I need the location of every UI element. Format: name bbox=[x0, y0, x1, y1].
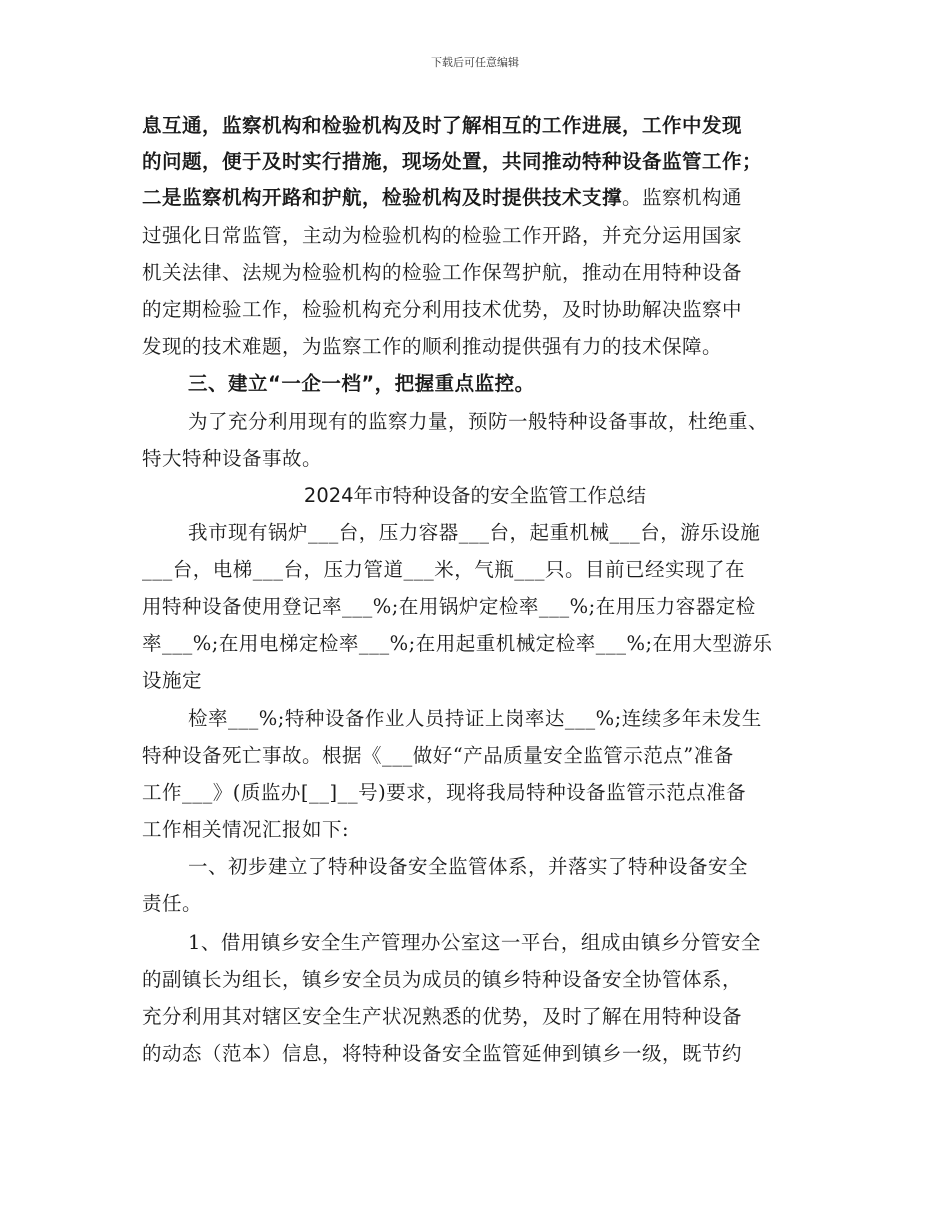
paragraph-line: 用特种设备使用登记率___%;在用锅炉定检率___%;在用压力容器定检 bbox=[142, 595, 756, 618]
paragraph-line: 充分利用其对辖区安全生产状况熟悉的优势，及时了解在用特种设备 bbox=[142, 1005, 743, 1028]
paragraph-line: 我市现有锅炉___台，压力容器___台，起重机械___台，游乐设施 bbox=[188, 521, 761, 544]
paragraph-line bbox=[142, 184, 742, 212]
paragraph-line: 发现的技术难题，为监察工作的顺利推动提供强有力的技术保障。 bbox=[142, 335, 723, 358]
paragraph-line: 率___%;在用电梯定检率___%;在用起重机械定检率___%;在用大型游乐 bbox=[142, 632, 773, 655]
paragraph-line: 过强化日常监管，主动为检验机构的检验工作开路，并充分运用国家 bbox=[142, 224, 743, 247]
paragraph-line: 机关法律、法规为检验机构的检验工作保驾护航，推动在用特种设备 bbox=[142, 261, 743, 284]
paragraph-line: 特大特种设备事故。 bbox=[142, 447, 323, 470]
bold-phrase: 二是监察机构开路和护航，检验机构及时提供技术支撑 bbox=[142, 186, 623, 209]
paragraph-line: 责任。 bbox=[142, 892, 203, 915]
section-heading: 三、建立“一企一档”，把握重点监控。 bbox=[188, 372, 535, 395]
paragraph-line: 的动态（范本）信息，将特种设备安全监管延伸到镇乡一级，既节约 bbox=[142, 1042, 743, 1065]
paragraph-line: 工作相关情况汇报如下: bbox=[142, 818, 350, 841]
paragraph-line: 工作___》(质监办[__]__号)要求，现将我局特种设备监管示范点准备 bbox=[142, 781, 747, 804]
paragraph-line: 1、借用镇乡安全生产管理办公室这一平台，组成由镇乡分管安全 bbox=[188, 931, 761, 954]
paragraph-line: 的副镇长为组长，镇乡安全员为成员的镇乡特种设备安全协管体系， bbox=[142, 968, 743, 991]
paragraph-line: ___台，电梯___台，压力管道___米，气瓶___只。目前已经实现了在 bbox=[142, 558, 746, 581]
paragraph-line: 的问题，便于及时实行措施，现场处置，共同推动特种设备监管工作； bbox=[142, 150, 763, 173]
text-phrase: 。监察机构通 bbox=[622, 186, 743, 209]
paragraph-line: 一、初步建立了特种设备安全监管体系，并落实了特种设备安全 bbox=[188, 855, 749, 878]
paragraph-line: 为了充分利用现有的监察力量，预防一般特种设备事故，杜绝重、 bbox=[188, 410, 769, 433]
paragraph-line: 息互通，监察机构和检验机构及时了解相互的工作进展，工作中发现 bbox=[142, 114, 743, 137]
paragraph-line: 检率___%;特种设备作业人员持证上岗率达___%;连续多年未发生 bbox=[188, 707, 762, 730]
paragraph-line: 特种设备死亡事故。根据《___做好“产品质量安全监管示范点”准备 bbox=[142, 744, 734, 767]
header-note: 下载后可任意编辑 bbox=[431, 56, 519, 69]
document-title: 2024年市特种设备的安全监管工作总结 bbox=[303, 484, 647, 507]
paragraph-line: 的定期检验工作，检验机构充分利用技术优势，及时协助解决监察中 bbox=[142, 298, 743, 321]
paragraph-line: 设施定 bbox=[142, 669, 203, 692]
